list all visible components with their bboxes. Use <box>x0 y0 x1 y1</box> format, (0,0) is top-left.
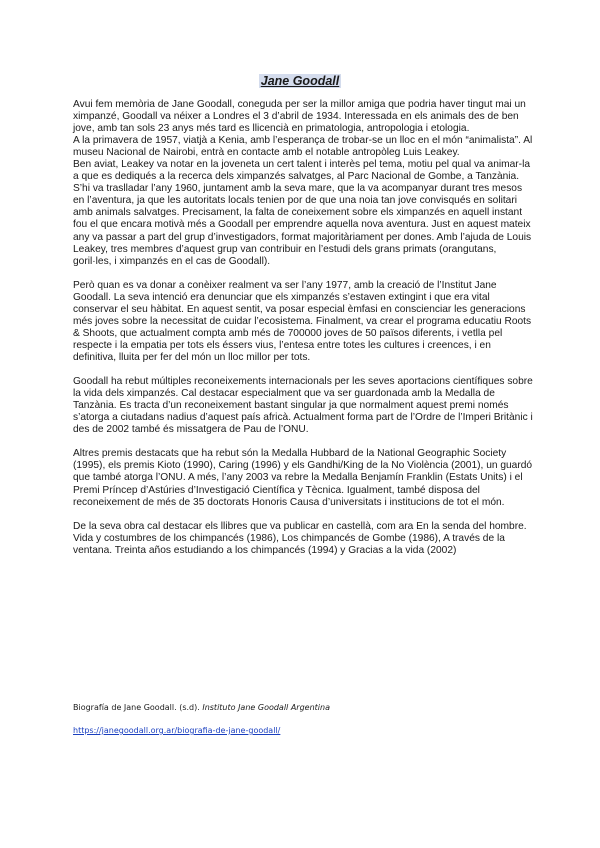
paragraph-intro: Avui fem memòria de Jane Goodall, coneguda per ser la millor amiga que podria haver tingut mai un ximpanzé, Goodall va néixer a Londres el 3 d’abril de 1934. Interessada en els animals des de ben jove, amb tan sols 23 anys més tard es llicencià en primatologia, antropologia i etologia. A la primavera de 1957, viatjà a Kenia, amb l’esperança de trobar-se un lloc en el món “animalista”. Al museu Nacional de Nairobi, entrà en contacte amb el notable antropòleg Luis Leakey. Ben aviat, Leakey va notar en la joveneta un cert talent i interès pel tema, motiu pel qual va animar-la a que es dediqués a la recerca dels ximpanzés salvatges, al Parc Nacional de Gombe, a Tanzània. S’hi va traslladar l’any 1960, juntament amb la seva mare, que la va acompanyar durant tres mesos en l’aventura, ja que les autoritats locals tenien por de que una noia tan jove convisqués en solitari amb animals salvatges. Precisament, la falta de coneixement sobre els ximpanzés en aquell instant fou el que encara motivà més a Goodall per emprendre aquella nova aventura. Just en aquest mateix any va passar a part del grup d’investigadors, format majoritàriament per dones. Amb l’ajuda de Louis Leakey, tres membres d’aquest grup van contribuir en l’estudi dels grans primats (orangutans, goril·les, i ximpanzés en el cas de Goodall). <box>73 99 533 267</box>
paragraph-recognitions: Goodall ha rebut múltiples reconeixements internacionals per les seves aportacions científiques sobre la vida dels ximpanzés. Cal destacar especialment que va ser guardonada amb la Medalla de Tanzània. Es tracta d’un reconeixement bastant singular ja que normalment aquest premi només s’atorga a ciutadans nadius d’aquest país africà. Actualment forma part de l’Ordre de l’Imperi Britànic i des de 2002 també és missatgera de Pau de l’ONU. <box>73 376 533 436</box>
paragraph-awards: Altres premis destacats que ha rebut són la Medalla Hubbard de la National Geographic Society (1995), els premis Kioto (1990), Caring (1996) y els Gandhi/King de la No Violència (2001), un guardó que també atorga l’ONU. A més, l’any 2003 va rebre la Medalla Benjamín Franklin (Estats Units) i el Premi Príncep d’Astúries d’Investigació Científica y Tècnica. Igualment, també disposa del reconeixement de més de 35 doctorats Honoris Causa d’universitats i institucions de tot el món. <box>73 448 533 508</box>
document-body <box>73 99 533 569</box>
citation-source: Instituto Jane Goodall Argentina <box>202 703 330 712</box>
paragraph-institute: Però quan es va donar a conèixer realment va ser l’any 1977, amb la creació de l’Institut Jane Goodall. La seva intenció era denunciar que els ximpanzés s’estaven extingint i que era vital conservar el seu hàbitat. En aquest sentit, va posar especial èmfasi en conscienciar les generacions més joves sobre la necessitat de cuidar l’ecosistema. Finalment, va crear el programa educatiu Roots & Shoots, que actualment compta amb més de 700000 joves de 50 països diferents, i vetlla pel respecte i la empatia per tots els éssers vius, l’entesa entre totes les cultures i creences, i en definitiva, lluita per fer del món un lloc millor per tots. <box>73 279 532 363</box>
title-text: Jane Goodall <box>260 74 340 88</box>
reference-link[interactable]: https://janegoodall.org.ar/biografia-de-jane-goodall/ <box>73 726 281 735</box>
paragraph-books: De la seva obra cal destacar els llibres que va publicar en castellà, com ara En la senda del hombre. Vida y costumbres de los chimpancés (1986), Los chimpancés de Gombe (1986), A través de la ventana. Treinta años estudiando a los chimpancés (1994) y Gracias a la vida (2002) <box>73 520 527 556</box>
document-title <box>0 72 600 90</box>
reference-citation <box>73 702 543 714</box>
citation-text: Biografía de Jane Goodall. (s.d). <box>73 703 203 712</box>
